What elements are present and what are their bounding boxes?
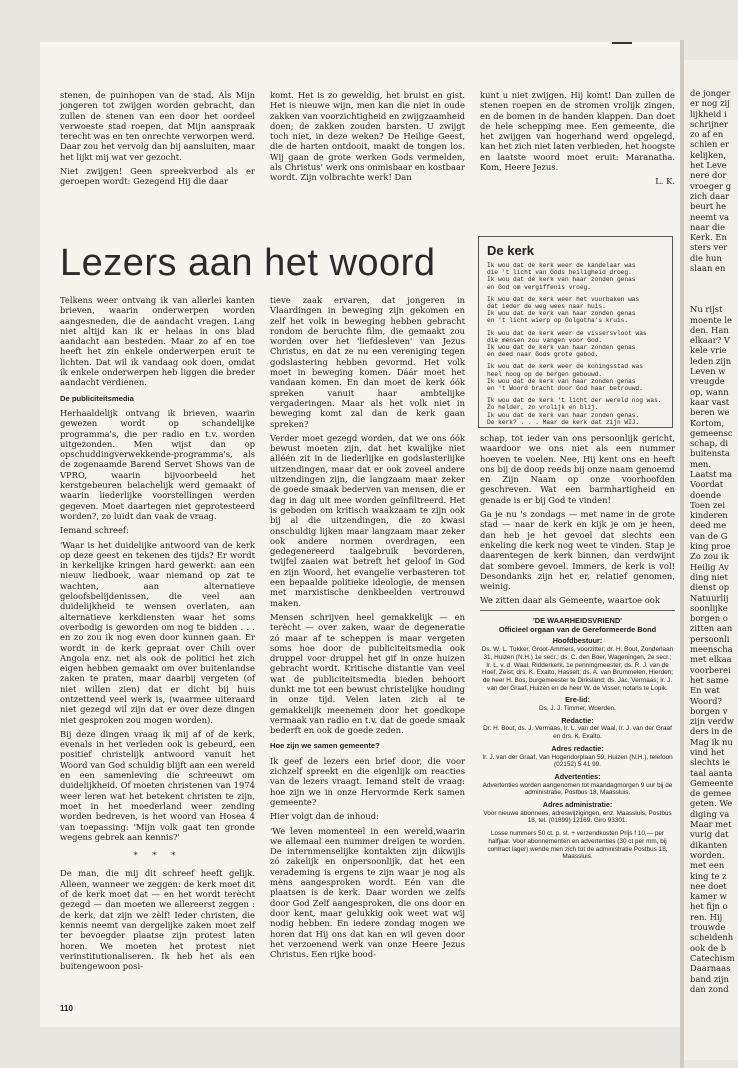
adjacent-page-line: schien er xyxy=(690,139,730,150)
adjacent-page-line: borgen o xyxy=(690,613,728,624)
paragraph: Verder moet gezegd worden, dat we ons óók bewust moeten zijn, dat het kwalijke niet alléén zit in de liederlijke en godslasterlijke uitzendingen, maar dat er ook zoveel andere uitzendingen zijn, die langzaam maar zeker de goede smaak bederven van mensen, die er dag in dag uit mee worden geïnfiltreerd. Het is geboden om kritisch waakzaam te zijn ook bij al die uitzendingen, die zo kwasi onschuldig lijken maar langzaam maar zeker ook andere normen overdragen, een gedegenereerd taalgebruik bevorderen, twijfel zaaien wat betreft het geloof in God en zijn Woord, het evangelie verbasteren tot een bepaalde politieke ideologie, de mensen met marxistische denkbeelden vertrouwd maken. xyxy=(270,432,465,608)
adjacent-page-line: dienst op xyxy=(690,582,730,593)
adjacent-page-line: elkaar? V xyxy=(690,335,730,346)
adjacent-page-line: band zijn xyxy=(690,973,729,984)
paragraph: Ik geef de lezers een brief door, die voor zichzelf spreekt en die eigenlijk om reacties van de lezers vraagt. Iemand stelt de vraag: hoe zijn we in onze Hervormde Kerk samen gemeente? xyxy=(270,755,465,807)
adjacent-page-line: ren. Hij xyxy=(690,911,723,922)
subheading: De publiciteitsmedia xyxy=(60,393,134,403)
column-2-top xyxy=(270,90,465,187)
colophon-text: Advertenties worden aangenomen tot maandagmorgen 9 uur bij de administratie, Postbus 18, Maassluis. xyxy=(482,781,673,797)
adjacent-page-line: den. Han xyxy=(690,324,729,335)
column-3-top xyxy=(480,90,675,187)
adjacent-page-line: kaar vast xyxy=(690,396,730,407)
adjacent-page-line: Woord? xyxy=(690,695,722,706)
adjacent-page-line: borgen v xyxy=(690,705,728,716)
colophon-heading: Redactie: xyxy=(561,715,594,725)
column-2 xyxy=(270,295,465,963)
adjacent-page-line: schrijner xyxy=(690,118,729,129)
adjacent-page-line: Catechism xyxy=(690,952,735,963)
adjacent-page-line: zitten aan xyxy=(690,623,733,634)
adjacent-page-line: Heilig Av xyxy=(690,561,729,572)
poem-box xyxy=(478,236,673,428)
adjacent-page-line: leden zijn xyxy=(690,355,732,366)
adjacent-page-line: geten. We xyxy=(690,798,733,809)
paragraph: schap, tot ieder van ons persoonlijk gericht, waardoor we ons niet als een nummer hoeven te voelen. Nee, Hij kent ons en heeft ons bij de doop reeds bij onze naam genoemd en Zijn Naam op onze voorhoofden geschreven. Wat een barmhartigheid en genade is er bij God te vinden! xyxy=(480,433,675,505)
adjacent-page-line: dan zond xyxy=(690,983,729,994)
adjacent-page-line: persoonli xyxy=(690,633,730,644)
paragraph: Mensen schrijven heel gemakkelijk — en terècht — over zaken, waar de degeneratie zó maar af te scheppen is maar vergeten soms hoe door de publiciteitsmedia ook druppel voor druppel het gif in onze huizen gebracht wordt. Kritische distantie van veel wat de publiciteitsmedia bieden behoort dunkt me tot een bewust christelijke houding in onze tijd. Velen laten zich al te gemakkelijk meenemen door het goedkope vermaak van radio en t.v. dat de goede smaak bederft en ook de goede zeden. xyxy=(270,611,465,736)
colophon-heading: Advertenties: xyxy=(554,771,601,781)
top-rule xyxy=(612,42,632,44)
adjacent-page-edge xyxy=(684,60,738,1060)
poem-verse: Ik wou dat de kerk weer de koningsstad was heel hoog op de bergen gebouwd. Ik wou dat de kerk van haar zonden genas en 't Woord bracht door God haar betrouwd. xyxy=(487,363,643,393)
adjacent-page-line: naar die xyxy=(690,221,726,232)
adjacent-page-line: gemeensc xyxy=(690,427,733,438)
adjacent-page-line: trouwde xyxy=(690,922,726,933)
adjacent-page-line: Gemeente xyxy=(690,777,734,788)
adjacent-page-line: vind het xyxy=(690,747,725,757)
column-3 xyxy=(480,433,675,610)
colophon-text: Ir. J. van der Graaf, Van Hogendorplaan 59, Huizen (N.H.), telefoon (02152) 5 41 99. xyxy=(482,753,673,769)
poem-title: De kerk xyxy=(487,243,534,258)
colophon-heading: Ere-lid: xyxy=(565,695,590,705)
adjacent-page-line: taal aanta xyxy=(690,767,733,778)
adjacent-page-line: ders in de xyxy=(690,726,733,737)
adjacent-page-line: En wat xyxy=(690,685,720,696)
paragraph: Niet zwijgen! Geen spreekverbod als er geroepen wordt: Gezegend Hij die daar xyxy=(60,166,255,187)
adjacent-page-line: ding niet xyxy=(690,571,728,582)
adjacent-page-line: nee doet xyxy=(690,880,727,891)
adjacent-page-line: diging va xyxy=(690,808,730,819)
subheading: Hoe zijn we samen gemeente? xyxy=(270,741,380,751)
colophon-heading: Hoofdbestuur: xyxy=(552,636,603,646)
paragraph: 'We leven momenteel in een wereld,waarin we allemaal een nummer dreigen te worden. De internmenselijke kontakten zijn dikwijls zó zakelijk en onpersoonlijk, dat het een verademing is ergens te zijn waar je nog als mèns aangesproken wordt. Eén van die plaatsen is de kerk. Daar worden we zelfs door God Zelf aangesproken, die ons door en door kent, maar gelukkig ook weet wat wij nodig hebben. En iedere zondag mogen we horen dat Hij ons dat kan en wil geven door het verzoenend werk van onze Heere Jezus Christus. Een rijke bood- xyxy=(270,825,465,960)
adjacent-page-line: kamer w xyxy=(690,891,727,902)
adjacent-page-line xyxy=(684,294,738,304)
adjacent-page-line: vroeger g xyxy=(690,180,732,191)
adjacent-page-line: slaan en xyxy=(690,263,726,274)
adjacent-page-line: Voordat xyxy=(690,479,724,490)
adjacent-page-line: kelijken, xyxy=(690,149,727,160)
colophon-text: Dr. H. Bout, ds. J. Vermaas, Ir. L. van der Waal, Ir. J. van der Graaf en drs. K. Exalto. xyxy=(483,725,672,741)
adjacent-page-line: Nu rijst xyxy=(690,304,723,315)
adjacent-page-line: Leven w xyxy=(690,366,726,377)
page-title: Lezers aan het woord xyxy=(60,242,436,284)
poem-verse: Ik wou dat de kerk weer de vissersvloot was die mensen zou vangen voor God. Ik wou dat de kerk van haar zonden genas en deed naar Gods grote gebod. xyxy=(487,329,647,359)
adjacent-page-line: zich daar xyxy=(690,190,730,201)
poem-verse: Ik wou dat de kerk 't licht der wereld nog was. Zo helder, zo vrolijk en blij. Ik wou dat de kerk van haar zonden genas. De kerk? . . . Maar de kerk dat zijn WIJ. xyxy=(487,397,662,426)
adjacent-page-line: buitensta xyxy=(690,448,730,459)
adjacent-page-line: Toen zei xyxy=(690,499,726,510)
adjacent-page-line: neemt va xyxy=(690,211,730,222)
page-number: 110 xyxy=(60,1004,73,1013)
magazine-page xyxy=(40,42,680,1027)
adjacent-page-line: Daarnaas xyxy=(690,963,731,974)
adjacent-page-line: Maar met xyxy=(690,819,732,830)
colophon-text: Ds. W. L. Tukker, Groot-Ammers, voorzitter; dr. H. Bout, Zonderlaan 31, Huizen (N.H.) 1e secr.; ds. C. den Boer, Wageningen, 2e secr.; Ir. L. v. d. Waal, Ridderkerk, 1e penningmeester; ds. R. J. van de Hoef, Zeist; drs. K. Exalto, Hasselt; ds. A. van Brummelen, Hierden; de heer H. Bos, burgemeester te Dirksland; ds. Jac. Vermaas; Ir. J. van der Graaf, Huizen en de heer W. de Visser, notaris te Lopik. xyxy=(481,646,674,692)
adjacent-page-line: met elkaa xyxy=(690,654,732,665)
colophon-heading: Adres redactie: xyxy=(551,743,604,753)
adjacent-page-line: doende xyxy=(690,489,722,500)
adjacent-page-line: het fijn o xyxy=(690,901,728,912)
adjacent-page-text xyxy=(684,60,738,994)
adjacent-page-line: schap, di xyxy=(690,438,729,449)
adjacent-page-line: nere dor xyxy=(690,170,727,181)
colophon-text: Losse nummers 50 ct. p. st. + verzendkosten Prijs f 10,— per halfjaar. Voor abonnementen en advertenties (30 ct per mm, bij contract lager) wende men zich tot de administratie Postbus 18, Maassluis. xyxy=(487,830,668,861)
adjacent-page-line: deed me xyxy=(690,520,727,531)
adjacent-page-line xyxy=(684,284,738,294)
adjacent-page-line: de gemee xyxy=(690,788,732,799)
adjacent-page-line: worden. xyxy=(690,849,725,860)
adjacent-page-line: het same xyxy=(690,674,729,685)
adjacent-page-line: die hun xyxy=(690,252,722,263)
paragraph: Bij deze dingen vraag ik mij af of de kerk, evenals in het verleden ook is gebeurd, een positief christelijk antwoord vanuit het Woord van God schuldig blijft aan een wereld en een samenleving die schreeuwt om duidelijkheid. Of moeten christenen van 1974 weer leren wat het betekent christen te zijn, moet in het moederland weer zending worden bedreven, is het woord van Hosea 4 van toepassing: 'Mijn volk gaat ten gronde wegens gebrek aan kennis?' xyxy=(60,728,255,842)
adjacent-page-line: er nog zij xyxy=(690,98,730,109)
adjacent-page-line: scheidenh xyxy=(690,932,734,943)
paragraph: 'Waar is het duidelijke antwoord van de kerk op deze geest en tekenen des tijds? Er wordt in kerkelijke kringen hard gewerkt: aan een nieuw liedboek, waar niemand op zat te wachten, aan alternatieve geloofsbelijdenissen, die veel aan duidelijkheid te wensen overlaten, aan alternatieve kerkdiensten waar het soms overbodig is geworden om nog te bidden . . . en zo zou ik nog even door kunnen gaan. Er wordt in de kerk gepraat over Chili over Angola enz. net als ook de politici het zich eigen hebben gemaakt om over buitenlandse zaken te praten, maar daarbij vergeten (of niet willen zien) dat er dicht bij huis ontzettend veel werk is, (waarmee uiteraard niet gezegd wil zijn dat er over deze dingen niet gesproken zou mogen worden). xyxy=(60,539,255,725)
colophon-title: 'DE WAARHEIDSVRIEND' xyxy=(533,616,622,625)
adjacent-page-line: vreugde xyxy=(690,376,725,387)
paragraph: We zitten daar als Gemeente, waartoe ook xyxy=(480,595,660,606)
adjacent-page-line: kinderen xyxy=(690,510,728,521)
paragraph: komt. Het is zo geweldig, het bruist en gist. Het is nieuwe wijn, men kan die niet in oude zakken van voorzichtigheid en zwijgzaamheid doen; de zakken zouden barsten. U zwijgt toch niet, in deze weken? De Heilige Geest, die de harten ontdooit, maakt de tongen los. Wij gaan de grote werken Gods vermelden, als Christus' werk ons onmisbaar en kostbaar wordt. Zijn volbrachte werk! Dan xyxy=(270,90,465,183)
colophon-text: Voor nieuwe abonnees, adreswijzigingen, enz. Maassluis, Postbus 18, tel. (01899) 12169. Giro 93301. xyxy=(483,809,672,825)
paragraph: Herhaaldelijk ontvang ik brieven, waarin gewezen wordt op schandelijke programma's, die per radio en t.v. worden uitgezonden. Men wijst dan op opschuddingverwekkende-programma's, als de zogenaamde Barend Servet Shows van de VPRO, waarin bijvoorbeeld het kerstgebeuren belachelijk werd gemaakt of waarin liederlijke voorstellingen werden gegeven. Moet daartegen niet geprotesteerd worden?, zo luidt dan vaak de vraag. xyxy=(60,407,255,521)
adjacent-page-line: slechts ie xyxy=(690,757,730,768)
paragraph: Ga je nu 's zondags — met name in de grote stad — naar de kerk en kijk je om je heen, dan heb je het gevoel dat slechts een enkeling die kerk nog weet te vinden. Stap je daarentegen de kerk binnen, dan verdwijnt dat sombere gevoel. Immers, de kerk is vol! Desondanks zijn het er, relatief genomen, weinig. xyxy=(480,509,675,592)
adjacent-page-line: Zo zou ik xyxy=(690,551,729,562)
adjacent-page-line: king proe xyxy=(690,541,731,552)
author-signature: L. K. xyxy=(655,176,675,187)
paragraph: kunt u niet zwijgen. Hij komt! Dan zullen de stenen roepen en de stromen vrolijk zingen, en de bomen in de handen klappen. Dan doet de hele schepping mee. Een gemeente, die het zwijgen van hogerhand werd opgelegd, kan het zich niet laten verbieden, het hoogste en laatste woord moet eruit: Maranatha. Kom, Heere Jezus. xyxy=(480,90,676,173)
adjacent-page-line: Kerk. En xyxy=(690,232,727,243)
adjacent-page-line: van de G xyxy=(690,530,728,541)
adjacent-page-line: soonlijke xyxy=(690,602,728,613)
adjacent-page-line: Kortom, xyxy=(690,417,725,428)
poem-verse: Ik wou dat de kerk weer het vuurbaken was dat ieder de weg wees naar huis. Ik wou dat de kerk van haar zonden genas en 't licht wierp op Golgotha's kruis. xyxy=(487,295,640,325)
adjacent-page-line: Natuurlij xyxy=(690,592,729,603)
column-1 xyxy=(60,295,255,975)
adjacent-page-line: lijkheid i xyxy=(690,108,727,119)
adjacent-page-line: met een xyxy=(690,860,725,871)
column-1-top xyxy=(60,90,255,191)
colophon-heading: Adres administratie: xyxy=(542,800,613,810)
adjacent-page-line: beren we xyxy=(690,407,730,418)
poem-verse: Ik wou dat de kerk weer de kandelaar was die 't licht van Gods heiligheid droeg. Ik wou dat de kerk van haar zonden genas en God om vergiffenis vroeg. xyxy=(487,262,636,291)
adjacent-page-line: sters ver xyxy=(690,242,728,253)
section-divider: * * * xyxy=(133,850,182,861)
paragraph: Iemand schreef: xyxy=(60,525,129,536)
adjacent-page-line: kele vrie xyxy=(690,345,727,356)
adjacent-page-line: meenscha xyxy=(690,644,733,655)
adjacent-page-line: vurig dat xyxy=(690,829,729,840)
paragraph: Hier volgt dan de inhoud: xyxy=(270,811,379,822)
colophon-text: Ds. J. J. Timmer, Woerden. xyxy=(539,705,616,713)
adjacent-page-line: zo af en xyxy=(690,129,724,140)
adjacent-page-line: ook de b xyxy=(690,942,727,953)
adjacent-page-line xyxy=(684,273,738,283)
paragraph: tieve zaak ervaren, dat jongeren in Vlaardingen in beweging zijn gekomen en zelf het volk in beweging hebben gebracht rondom de beruchte film, die gemaakt zou worden over het 'liefdesleven' van Jezus Christus, en dat ze nu een vereniging tegen godslastering hebben gevormd. Het volk moet in beweging komen. Dáár moet het vandaan komen. En dan moet de kerk óók spreken vanuit haar ambtelijke vergaderingen. Maar als het volk niet in beweging komt zal dan de kerk gaan spreken? xyxy=(270,295,465,429)
adjacent-page-line: dikanten xyxy=(690,839,728,850)
adjacent-page-line: moente le xyxy=(690,314,732,325)
adjacent-page-line: de jonger xyxy=(690,88,731,98)
adjacent-page-line: men. xyxy=(690,458,711,469)
paragraph: stenen, de puinhopen van de stad. Als Mijn jongeren tot zwijgen worden gebracht, dan zullen de stenen van een door het oordeel verwoeste stad roepen, dat Mijn aanspraak terecht was en ten onrechte verworpen werd. Daar zou het vervolg dan bij aansluiten, maar het lijkt mij wat ver gezocht. xyxy=(60,90,255,162)
colophon-subtitle: Officieel orgaan van de Gereformeerde Bond xyxy=(498,624,657,634)
adjacent-page-line: op, wann xyxy=(690,386,729,397)
adjacent-page-line: beurt he xyxy=(690,201,727,212)
paragraph: Telkens weer ontvang ik van allerlei kanten brieven, waarin onderwerpen worden aangesneden, die de aandacht vragen. Lang niet altijd kan ik er helaas in ons blad aandacht aan besteden. Maar zo af en toe heeft het zin enkele onderwerpen eruit te lichten. Dat wil ik vandaag ook doen, omdat ik enkele onderwerpen heb liggen die breder aandacht verdienen. xyxy=(60,295,255,388)
adjacent-page-line: Mag ik nu xyxy=(690,736,733,747)
colophon xyxy=(480,610,675,861)
adjacent-page-line: Laatst ma xyxy=(690,468,733,479)
adjacent-page-line: zijn verdw xyxy=(690,716,734,727)
adjacent-page-line: voorberei xyxy=(690,664,731,675)
adjacent-page-line: king te z xyxy=(690,870,727,881)
paragraph: De man, die mij dit schreef heeft gelijk. Alleen, wanneer we zeggen: de kerk moet dit of de kerk moet dat — en het wordt terècht gezegd — dan moeten we allereerst zeggen : de kerk, dat zijn we zèlf! Ieder christen, die kennis neemt van dergelijke zaken moet zelf ter bevoegder plaatse zijn protest laten horen. We moeten het protest niet verinstitutionaliseren. Ik heb het als een buitengewoon posi- xyxy=(60,868,255,972)
adjacent-page-line: het Leve xyxy=(690,160,727,171)
